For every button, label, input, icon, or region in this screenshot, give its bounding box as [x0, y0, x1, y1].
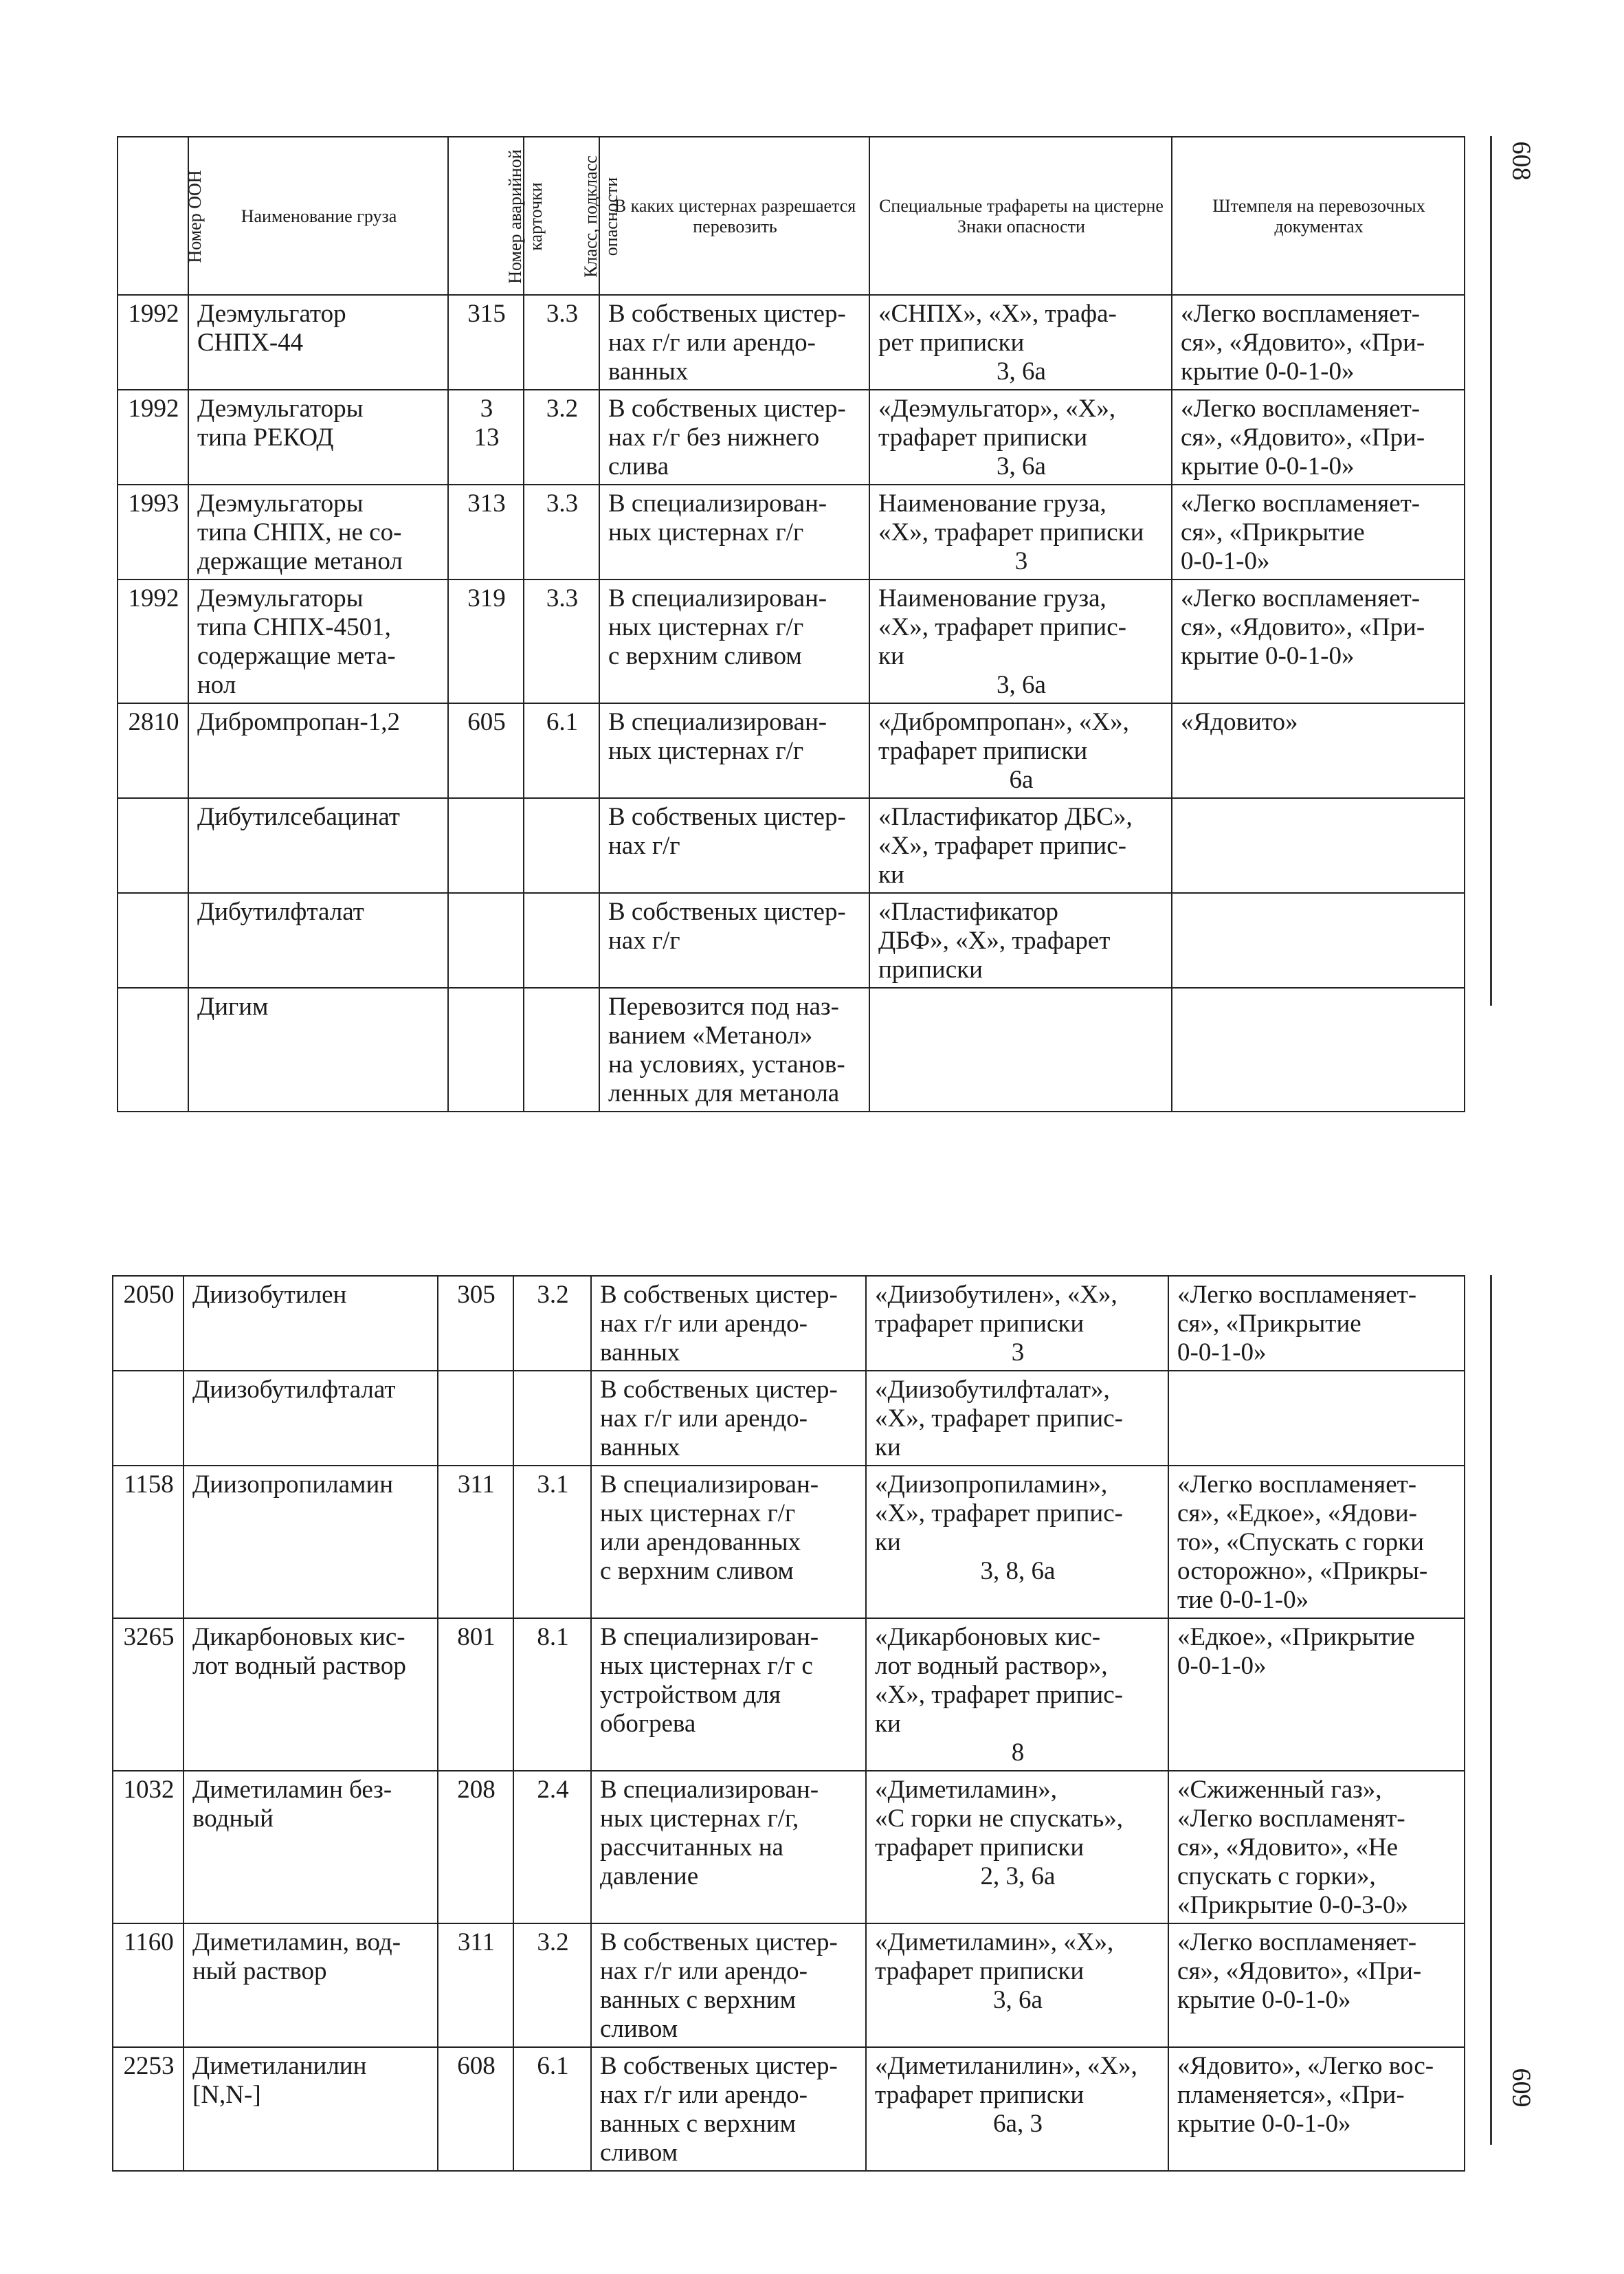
un-number-cell: 1160 — [113, 1923, 183, 2047]
table-row — [118, 798, 1465, 893]
stamps-cell: «Сжиженный газ», «Легко воспламенят- ся», «Ядовито», «Не спускать с горки», «Прикрытие 0-0-3-0» — [1168, 1771, 1465, 1923]
hazard-class-cell: 6.1 — [513, 2047, 591, 2171]
tank-type-cell: В собственых цистер- нах г/г без нижнего слива — [599, 390, 869, 485]
tank-type-cell: В специализирован- ных цистернах г/г — [599, 485, 869, 579]
hazard-signs: 6а, 3 — [993, 2110, 1043, 2138]
hazard-class-cell: 2.4 — [513, 1771, 591, 1923]
hazard-signs: 3 — [1011, 1338, 1025, 1367]
stamps-cell: «Легко воспламеняет- ся», «Ядовито», «При- крытие 0-0-1-0» — [1172, 390, 1465, 485]
un-number-cell: 1992 — [118, 579, 188, 703]
stencil-cell — [866, 1771, 1168, 1923]
hazard-signs: 3, 8, 6а — [980, 1557, 1056, 1585]
stencil-text: «Деэмульгатор», «Х», трафарет приписки — [878, 395, 1116, 452]
stencil-cell — [866, 1371, 1168, 1466]
stencil-cell — [866, 1923, 1168, 2047]
hazard-class-cell: 3.2 — [513, 1276, 591, 1371]
tank-type-cell: В собственых цистер- нах г/г или арендо- ванных — [599, 295, 869, 390]
table-row — [113, 1371, 1465, 1466]
cargo-name-cell: Диизобутилфталат — [183, 1371, 438, 1466]
header-name: Наименование груза — [188, 137, 448, 295]
stamps-cell: «Легко воспламеняет- ся», «Прикрытие 0-0-1-0» — [1168, 1276, 1465, 1371]
stencil-text: «Пластификатор ДБС», «Х», трафарет припис- ки — [878, 803, 1133, 889]
card-number-cell: 311 — [438, 1466, 513, 1618]
tank-type-cell: В специализирован- ных цистернах г/г, рассчитанных на давление — [591, 1771, 866, 1923]
un-number-cell — [113, 1371, 183, 1466]
stamps-cell: «Легко воспламеняет- ся», «Прикрытие 0-0-1-0» — [1172, 485, 1465, 579]
table-row — [113, 1466, 1465, 1618]
card-number-cell — [438, 1371, 513, 1466]
table-row — [113, 1618, 1465, 1771]
cargo-name-cell: Диметиланилин [N,N-] — [183, 2047, 438, 2171]
card-number-cell — [448, 798, 524, 893]
card-number-cell: 208 — [438, 1771, 513, 1923]
table-row — [118, 893, 1465, 988]
stencil-cell — [866, 1466, 1168, 1618]
un-number-cell — [118, 988, 188, 1112]
card-number-cell — [448, 893, 524, 988]
un-number-cell — [118, 798, 188, 893]
stencil-cell — [869, 485, 1172, 579]
hazard-class-cell: 6.1 — [524, 703, 599, 798]
cargo-name-cell: Деэмульгатор СНПХ-44 — [188, 295, 448, 390]
cargo-name-cell: Деэмульгаторы типа РЕКОД — [188, 390, 448, 485]
cargo-name-cell: Диизопропиламин — [183, 1466, 438, 1618]
card-number-cell: 319 — [448, 579, 524, 703]
stencil-text: «Диизобутилфталат», «Х», трафарет припис- ки — [875, 1376, 1123, 1461]
card-number-cell: 801 — [438, 1618, 513, 1771]
page-number-top: 608 — [1506, 141, 1536, 181]
cargo-name-cell: Дибутилфталат — [188, 893, 448, 988]
hazard-signs: 3, 6а — [997, 357, 1046, 386]
stamps-cell — [1168, 1371, 1465, 1466]
stamps-cell: «Ядовито» — [1172, 703, 1465, 798]
stencil-cell — [869, 579, 1172, 703]
un-number-cell: 2253 — [113, 2047, 183, 2171]
table-row — [113, 1923, 1465, 2047]
stencil-text: «Пластификатор ДБФ», «Х», трафарет приписки — [878, 898, 1111, 984]
card-number-cell — [448, 988, 524, 1112]
stencil-cell — [869, 390, 1172, 485]
header-class: Класс, подкласс опасности — [524, 137, 599, 295]
hazard-class-cell — [524, 988, 599, 1112]
hazard-class-cell — [524, 893, 599, 988]
card-number-cell: 3 13 — [448, 390, 524, 485]
tank-type-cell: В собственых цистер- нах г/г — [599, 893, 869, 988]
cargo-name-cell: Дибромпропан-1,2 — [188, 703, 448, 798]
card-number-cell: 605 — [448, 703, 524, 798]
stencil-text: «Дибромпропан», «Х», трафарет приписки — [878, 708, 1129, 765]
un-number-cell: 1158 — [113, 1466, 183, 1618]
stencil-text: «Диметиланилин», «Х», трафарет приписки — [875, 2052, 1137, 2109]
hazard-class-cell: 3.2 — [524, 390, 599, 485]
card-number-cell: 608 — [438, 2047, 513, 2171]
stencil-text: «СНПХ», «Х», трафа- рет приписки — [878, 300, 1117, 357]
hazard-class-cell: 8.1 — [513, 1618, 591, 1771]
stamps-cell: «Ядовито», «Легко вос- пламеняется», «При- крытие 0-0-1-0» — [1168, 2047, 1465, 2171]
stencil-cell — [869, 893, 1172, 988]
tank-type-cell: В специализирован- ных цистернах г/г с устройством для обогрева — [591, 1618, 866, 1771]
stencil-cell — [869, 988, 1172, 1112]
table-row — [118, 703, 1465, 798]
un-number-cell — [118, 893, 188, 988]
tank-type-cell: В специализирован- ных цистернах г/г с верхним сливом — [599, 579, 869, 703]
margin-rule-top — [1490, 136, 1492, 1006]
stamps-cell: «Легко воспламеняет- ся», «Едкое», «Ядови- то», «Спускать с горки осторожно», «Прикры- тие 0-0-1-0» — [1168, 1466, 1465, 1618]
table-row — [113, 2047, 1465, 2171]
un-number-cell: 1992 — [118, 390, 188, 485]
un-number-cell: 3265 — [113, 1618, 183, 1771]
table-row — [118, 579, 1465, 703]
cargo-name-cell: Диметиламин, вод- ный раствор — [183, 1923, 438, 2047]
margin-rule-bottom — [1490, 1275, 1492, 2145]
stencil-text: Наименование груза, «Х», трафарет припис- ки — [878, 584, 1126, 670]
stencil-cell — [869, 703, 1172, 798]
header-card: Номер аварийной карточки — [448, 137, 524, 295]
stencil-cell — [866, 1276, 1168, 1371]
hazard-class-cell — [524, 798, 599, 893]
stencil-text: «Диметиламин», «Х», трафарет приписки — [875, 1928, 1114, 1985]
cargo-table-top — [117, 136, 1465, 1112]
table-row — [118, 485, 1465, 579]
hazard-signs: 3 — [1014, 547, 1028, 575]
stamps-cell — [1172, 798, 1465, 893]
un-number-cell: 1993 — [118, 485, 188, 579]
stencil-text: «Диметиламин», «С горки не спускать», трафарет приписки — [875, 1776, 1124, 1862]
stamps-cell — [1172, 988, 1465, 1112]
un-number-cell: 2050 — [113, 1276, 183, 1371]
cargo-name-cell: Дигим — [188, 988, 448, 1112]
page-number-bottom: 609 — [1506, 2068, 1536, 2108]
un-number-cell: 1032 — [113, 1771, 183, 1923]
header-stamps: Штемпеля на перевозочных документах — [1172, 137, 1465, 295]
tank-type-cell: В собственых цистер- нах г/г или арендо- ванных — [591, 1371, 866, 1466]
tank-type-cell: В специализирован- ных цистернах г/г — [599, 703, 869, 798]
cargo-name-cell: Дибутилсебацинат — [188, 798, 448, 893]
stencil-cell — [866, 1618, 1168, 1771]
hazard-class-cell — [513, 1371, 591, 1466]
un-number-cell: 2810 — [118, 703, 188, 798]
stencil-cell — [866, 2047, 1168, 2171]
cargo-name-cell: Диизобутилен — [183, 1276, 438, 1371]
header-stencils: Специальные трафареты на цистерне Знаки опасности — [869, 137, 1172, 295]
stamps-cell: «Легко воспламеняет- ся», «Ядовито», «При- крытие 0-0-1-0» — [1172, 295, 1465, 390]
stencil-text: «Диизобутилен», «Х», трафарет приписки — [875, 1281, 1117, 1338]
stamps-cell: «Легко воспламеняет- ся», «Ядовито», «При- крытие 0-0-1-0» — [1168, 1923, 1465, 2047]
stencil-cell — [869, 295, 1172, 390]
card-number-cell: 313 — [448, 485, 524, 579]
table-row — [113, 1771, 1465, 1923]
table-row — [118, 988, 1465, 1112]
stencil-cell — [869, 798, 1172, 893]
card-number-cell: 311 — [438, 1923, 513, 2047]
hazard-signs: 2, 3, 6а — [980, 1862, 1056, 1890]
tank-type-cell: В собственых цистер- нах г/г или арендо- ванных — [591, 1276, 866, 1371]
stencil-text: «Диизопропиламин», «Х», трафарет припис- ки — [875, 1470, 1123, 1556]
un-number-cell: 1992 — [118, 295, 188, 390]
card-number-cell: 315 — [448, 295, 524, 390]
stamps-cell: «Едкое», «Прикрытие 0-0-1-0» — [1168, 1618, 1465, 1771]
header-row — [118, 137, 1465, 295]
tank-type-cell: В специализирован- ных цистернах г/г или арендованных с верхним сливом — [591, 1466, 866, 1618]
stamps-cell: «Легко воспламеняет- ся», «Ядовито», «При- крытие 0-0-1-0» — [1172, 579, 1465, 703]
hazard-signs: 6а — [1009, 766, 1034, 794]
cargo-name-cell: Деэмульгаторы типа СНПХ-4501, содержащие мета- нол — [188, 579, 448, 703]
cargo-name-cell: Диметиламин без- водный — [183, 1771, 438, 1923]
hazard-signs: 3, 6а — [997, 671, 1046, 699]
hazard-class-cell: 3.3 — [524, 579, 599, 703]
stamps-cell — [1172, 893, 1465, 988]
cargo-table-bottom — [112, 1275, 1465, 2172]
hazard-class-cell: 3.2 — [513, 1923, 591, 2047]
stencil-text: «Дикарбоновых кис- лот водный раствор», «Х», трафарет припис- ки — [875, 1623, 1123, 1738]
tank-type-cell: Перевозится под наз- ванием «Метанол» на условиях, установ- ленных для метанола — [599, 988, 869, 1112]
hazard-class-cell: 3.1 — [513, 1466, 591, 1618]
tank-type-cell: В собственых цистер- нах г/г — [599, 798, 869, 893]
header-un-number: Номер ООН — [118, 137, 188, 295]
header-tanks: В каких цистернах разрешается перевозить — [599, 137, 869, 295]
hazard-class-cell: 3.3 — [524, 485, 599, 579]
hazard-class-cell: 3.3 — [524, 295, 599, 390]
cargo-name-cell: Деэмульгаторы типа СНПХ, не со- держащие метанол — [188, 485, 448, 579]
card-number-cell: 305 — [438, 1276, 513, 1371]
hazard-signs: 3, 6а — [993, 1986, 1043, 2014]
hazard-signs: 3, 6а — [997, 452, 1046, 481]
hazard-signs: 8 — [1011, 1738, 1025, 1767]
tank-type-cell: В собственых цистер- нах г/г или арендо- ванных с верхним сливом — [591, 1923, 866, 2047]
table-row — [118, 295, 1465, 390]
table-row — [118, 390, 1465, 485]
tank-type-cell: В собственых цистер- нах г/г или арендо- ванных с верхним сливом — [591, 2047, 866, 2171]
table-row — [113, 1276, 1465, 1371]
stencil-text: Наименование груза, «Х», трафарет приписки — [878, 489, 1144, 547]
cargo-name-cell: Дикарбоновых кис- лот водный раствор — [183, 1618, 438, 1771]
